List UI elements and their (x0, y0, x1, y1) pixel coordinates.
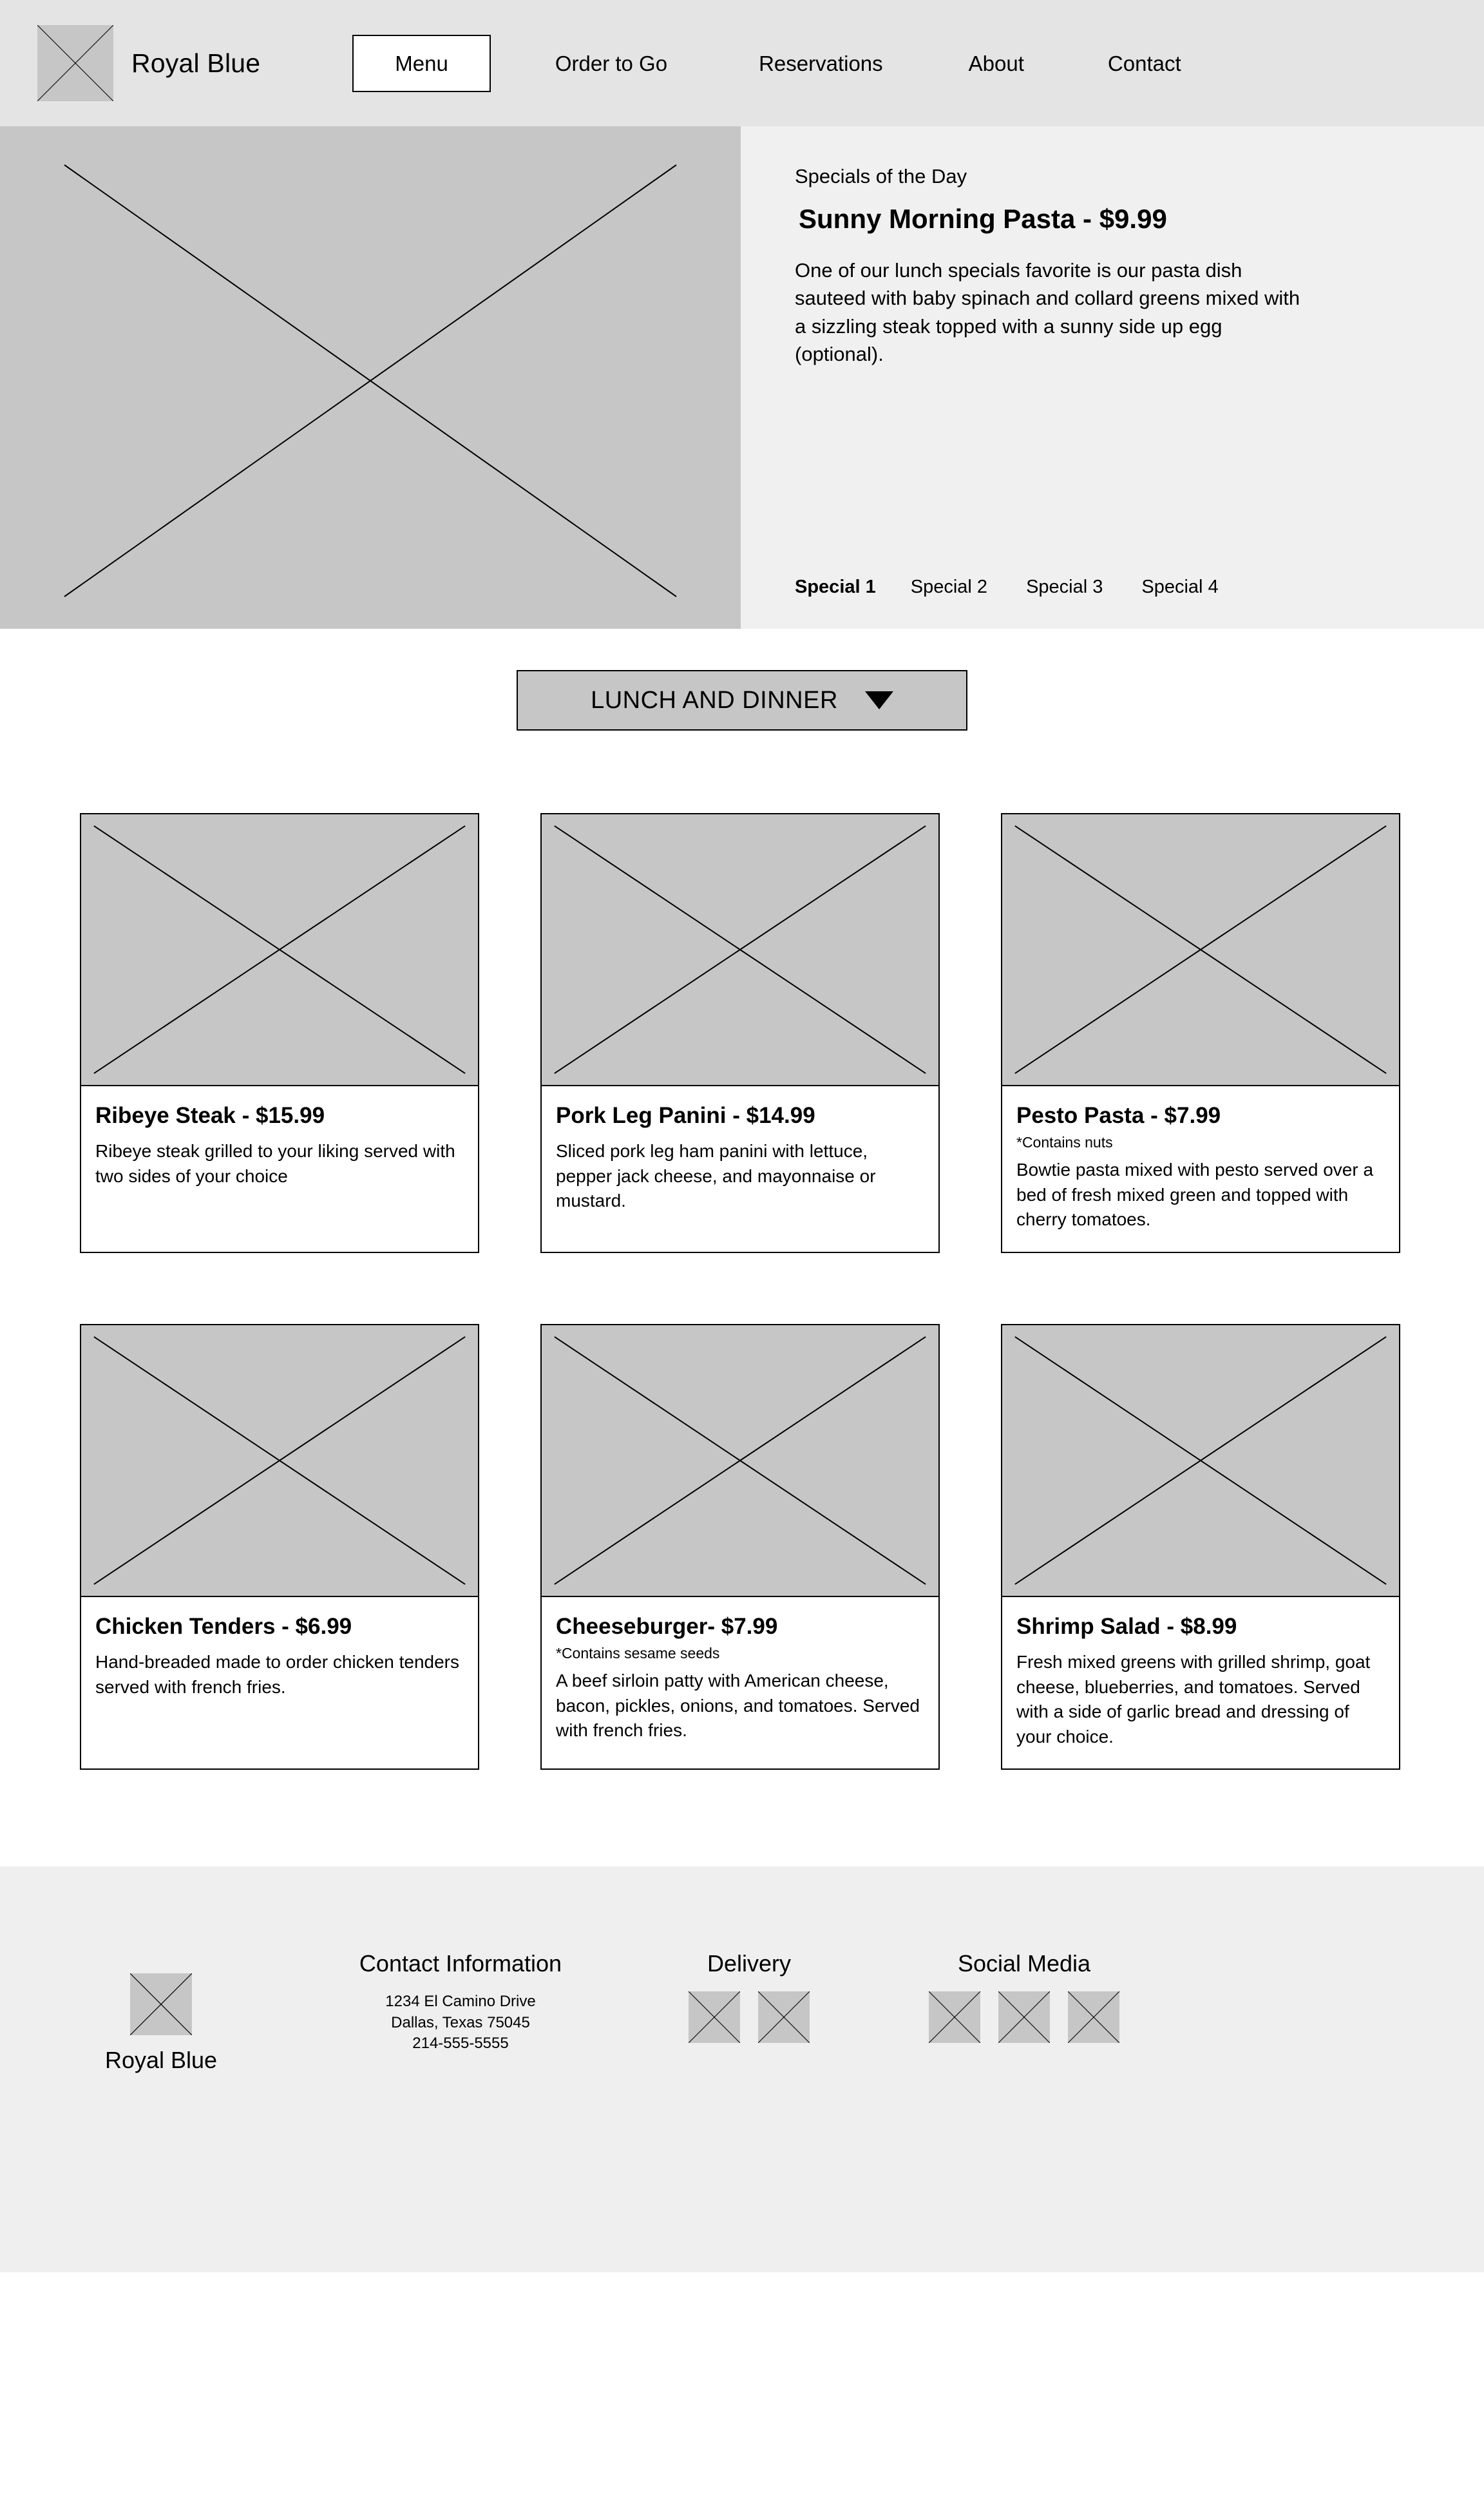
social-icon-3[interactable] (1068, 1991, 1119, 2043)
site-header (0, 0, 1484, 126)
nav-item-about[interactable]: About (968, 51, 1024, 75)
special-title: Sunny Morning Pasta - $9.99 (799, 204, 1167, 234)
footer-delivery-column (643, 1950, 855, 2043)
special-tab-1[interactable]: Special 1 (795, 577, 876, 597)
menu-item-image-placeholder-icon (1002, 814, 1399, 1086)
menu-item-image-placeholder-icon (542, 814, 938, 1086)
footer-social-title: Social Media (957, 1950, 1091, 1977)
menu-item-title: Pesto Pasta - $7.99 (1016, 1103, 1221, 1128)
brand-name: Royal Blue (131, 48, 261, 78)
footer-contact-column (322, 1950, 599, 2054)
menu-item-description: A beef sirloin patty with American cheese, bacon, pickles, onions, and tomatoes. Served with french fries. (556, 1670, 920, 1741)
menu-category-label: LUNCH AND DINNER (591, 686, 838, 714)
specials-panel (741, 126, 1484, 629)
special-description: One of our lunch specials favorite is our pasta dish sauteed with baby spinach and collard greens mixed with a sizzling steak topped with a sunny side up egg (optional). (795, 259, 1300, 366)
menu-item-image-placeholder-icon (1002, 1325, 1399, 1597)
footer-contact-title: Contact Information (359, 1950, 562, 1977)
footer-address-line-1: 1234 El Camino Drive (385, 1993, 536, 2011)
footer-address-line-2: Dallas, Texas 75045 (391, 2013, 530, 2031)
nav-item-order-to-go[interactable]: Order to Go (555, 51, 668, 75)
delivery-partner-icon-2[interactable] (758, 1991, 810, 2043)
footer-social-column (895, 1950, 1153, 2043)
menu-item-card[interactable] (80, 813, 479, 1253)
specials-label: Specials of the Day (795, 165, 967, 187)
footer-brand[interactable] (0, 1973, 322, 2074)
chevron-down-icon (865, 691, 893, 709)
special-tab-2[interactable]: Special 2 (910, 577, 988, 597)
menu-category-dropdown[interactable] (517, 670, 967, 731)
footer-phone[interactable]: 214-555-5555 (412, 2035, 509, 2053)
menu-item-title: Shrimp Salad - $8.99 (1016, 1613, 1237, 1639)
nav-item-reservations[interactable]: Reservations (759, 51, 883, 75)
menu-item-description: Hand-breaded made to order chicken tenders served with french fries. (95, 1651, 460, 1697)
menu-category-selector-wrap (0, 629, 1484, 731)
menu-item-description: Ribeye steak grilled to your liking served with two sides of your choice (95, 1141, 455, 1186)
special-tab-3[interactable]: Special 3 (1026, 577, 1103, 597)
footer-brand-name: Royal Blue (104, 2047, 218, 2074)
menu-item-image-placeholder-icon (542, 1325, 938, 1597)
menu-item-description: Sliced pork leg ham panini with lettuce, pepper jack cheese, and mayonnaise or mustard. (556, 1141, 876, 1211)
menu-item-title: Ribeye Steak - $15.99 (95, 1103, 325, 1128)
menu-item-allergen-note: *Contains nuts (1016, 1134, 1113, 1151)
menu-item-description: Bowtie pasta mixed with pesto served over a bed of fresh mixed green and topped with cherry tomatoes. (1016, 1160, 1374, 1230)
menu-item-card[interactable] (1001, 1324, 1400, 1770)
special-image-placeholder-icon (0, 126, 741, 629)
menu-item-title: Pork Leg Panini - $14.99 (556, 1103, 815, 1128)
menu-grid (0, 731, 1484, 1770)
social-icon-2[interactable] (998, 1991, 1050, 2043)
footer-delivery-title: Delivery (707, 1950, 792, 1977)
menu-item-card[interactable] (540, 813, 940, 1253)
menu-item-allergen-note: *Contains sesame seeds (556, 1644, 720, 1662)
delivery-partner-icon-1[interactable] (689, 1991, 740, 2043)
menu-item-card[interactable] (80, 1324, 479, 1770)
special-tabs (795, 577, 1257, 598)
menu-item-description: Fresh mixed greens with grilled shrimp, goat cheese, blueberries, and tomatoes. Served with a side of garlic bread and dressing of your choice. (1016, 1651, 1371, 1747)
menu-item-image-placeholder-icon (81, 814, 478, 1086)
menu-item-card[interactable] (540, 1324, 940, 1770)
menu-item-image-placeholder-icon (81, 1325, 478, 1597)
logo-image-placeholder-icon (37, 25, 113, 101)
nav-item-menu[interactable]: Menu (352, 35, 491, 92)
main-nav (352, 35, 1206, 92)
nav-item-contact[interactable]: Contact (1107, 51, 1181, 75)
footer-logo-image-placeholder-icon (130, 1973, 192, 2035)
social-icon-1[interactable] (929, 1991, 980, 2043)
site-footer (0, 1866, 1484, 2272)
menu-item-title: Cheeseburger- $7.99 (556, 1613, 778, 1639)
menu-item-card[interactable] (1001, 813, 1400, 1253)
special-tab-4[interactable]: Special 4 (1141, 577, 1219, 597)
brand[interactable] (37, 25, 260, 101)
menu-item-title: Chicken Tenders - $6.99 (95, 1613, 352, 1639)
specials-section (0, 126, 1484, 629)
